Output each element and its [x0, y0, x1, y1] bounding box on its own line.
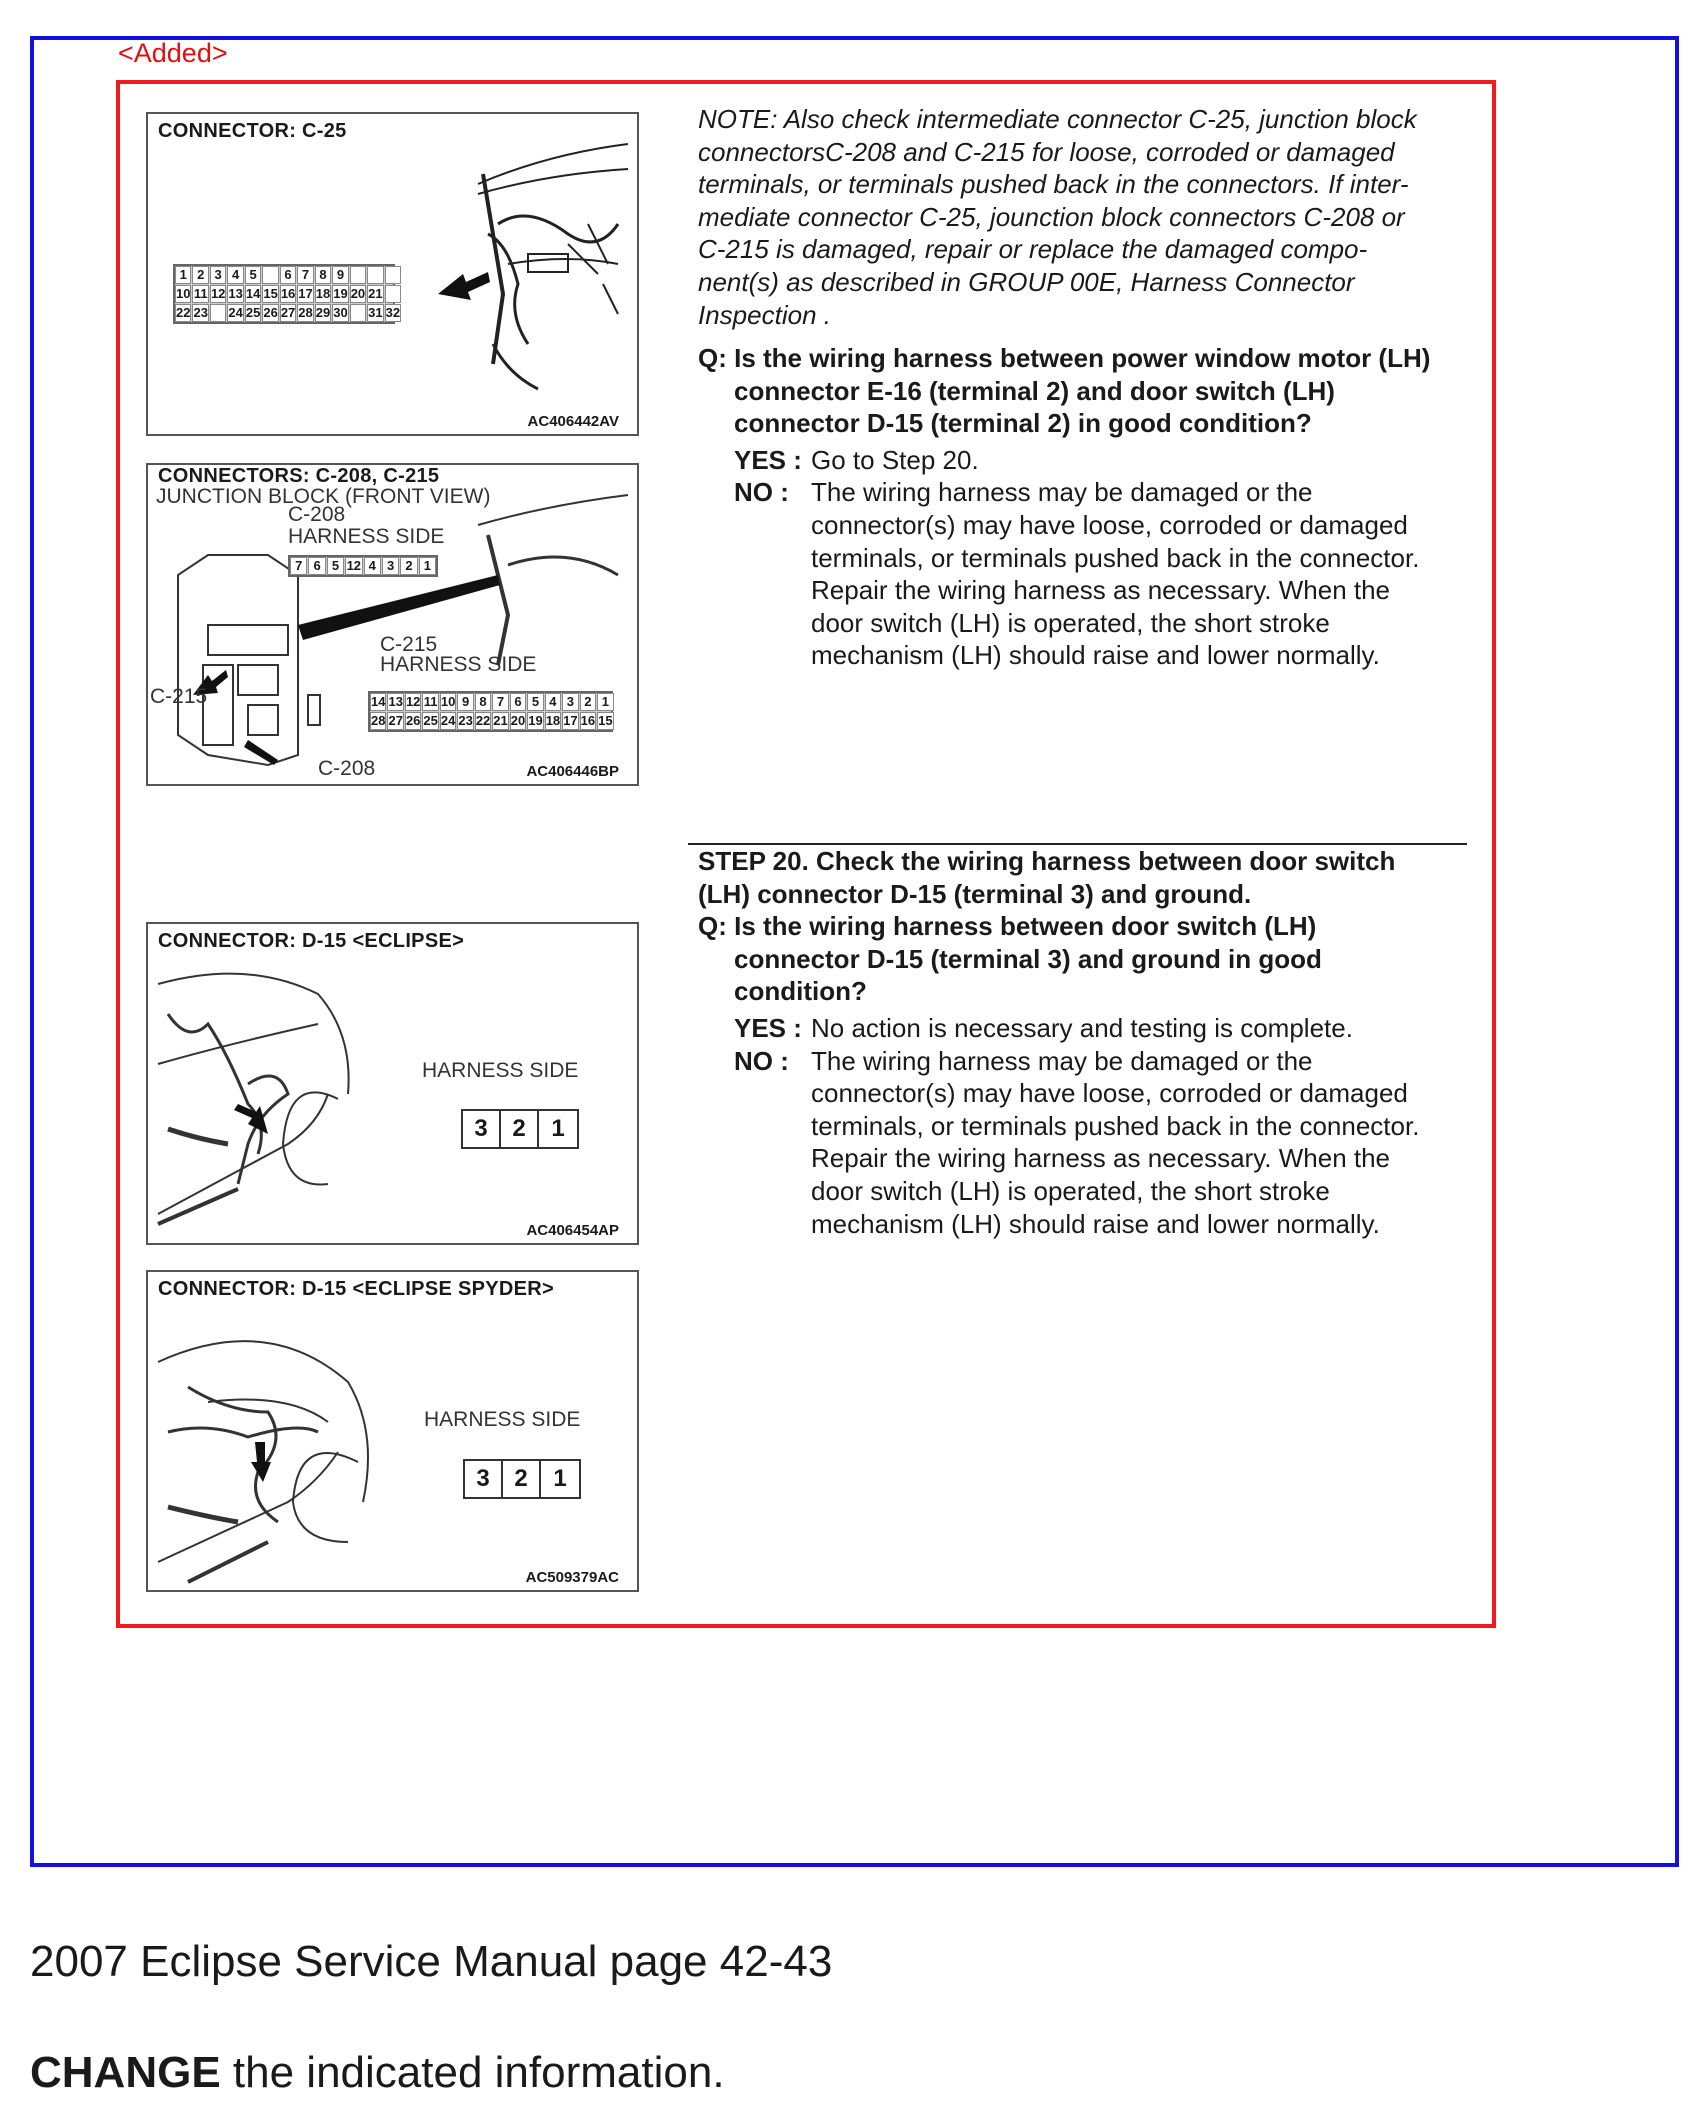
- callout-c208: C-208: [318, 757, 376, 780]
- pin: 32: [385, 305, 401, 320]
- no-line: Repair the wiring harness as necessary. When the: [811, 1143, 1391, 1174]
- figure-connector-d15-eclipse-spyder: [146, 1270, 639, 1592]
- pin: 12: [346, 558, 362, 573]
- no-line: terminals, or terminals pushed back in the connector.: [811, 542, 1420, 573]
- pin: 3: [465, 1461, 503, 1497]
- pin: 22: [475, 713, 491, 728]
- no-line: Repair the wiring harness as necessary. When the: [811, 575, 1391, 606]
- pin: 30: [333, 305, 348, 320]
- no-line: door switch (LH) is operated, the short stroke: [811, 607, 1330, 638]
- yes-answer: [698, 444, 1430, 477]
- pin: 8: [475, 693, 491, 711]
- pin: 27: [280, 305, 296, 320]
- pin: 5: [245, 266, 261, 284]
- figure-connector-d15-eclipse: [146, 922, 639, 1245]
- pin: 8: [315, 266, 331, 284]
- question-line: Q: Is the wiring harness between power window motor (LH): [698, 343, 1431, 373]
- yes-text: No action is necessary and testing is complete.: [811, 1012, 1353, 1043]
- pin: 1: [553, 1465, 567, 1492]
- pin: 31: [368, 305, 383, 320]
- figure-code: AC406442AV: [527, 413, 619, 430]
- no-answer: [698, 476, 1430, 672]
- pin: 18: [315, 286, 331, 301]
- pin: 11: [423, 694, 438, 709]
- figure-code: AC406446BP: [526, 763, 619, 780]
- pin: [385, 266, 401, 284]
- pin: 19: [333, 286, 348, 301]
- note-line: terminals, or terminals pushed back in the connectors. If inter-: [698, 169, 1409, 200]
- arrow-icon: [438, 272, 490, 300]
- pin: 1: [597, 693, 613, 711]
- pin: 13: [388, 694, 403, 709]
- pin: [210, 304, 226, 322]
- figure-title: CONNECTOR: D-15 <ECLIPSE>: [158, 930, 465, 952]
- pin: 6: [510, 693, 526, 711]
- pin: 9: [332, 266, 348, 284]
- harness-side-label: HARNESS SIDE: [424, 1408, 581, 1431]
- note-paragraph: [698, 103, 1417, 331]
- pin: 17: [563, 713, 578, 728]
- pin: 25: [423, 713, 438, 728]
- connector-c25-pinout: [173, 264, 401, 324]
- no-line: door switch (LH) is operated, the short stroke: [811, 1175, 1330, 1206]
- no-answer: [698, 1045, 1419, 1241]
- yes-text: Go to Step 20.: [811, 444, 979, 475]
- pin: 2: [580, 693, 596, 711]
- car-rear-drawing: [148, 924, 639, 1245]
- pin: 2: [400, 557, 417, 575]
- pin: 20: [510, 713, 526, 728]
- note-line: Inspection .: [698, 299, 831, 330]
- step-title-line: STEP 20. Check the wiring harness between door switch: [698, 846, 1396, 876]
- no-label: NO :: [734, 477, 789, 508]
- pin: 6: [308, 557, 325, 575]
- change-keyword: CHANGE: [30, 2048, 221, 2097]
- pin: 4: [227, 266, 243, 284]
- figure-title: CONNECTOR: C-25: [158, 120, 347, 142]
- pin: 20: [350, 286, 366, 301]
- pin: 21: [493, 713, 508, 728]
- pin: 1: [175, 266, 191, 284]
- pin: 3: [210, 266, 226, 284]
- pin: 1: [551, 1115, 565, 1142]
- pin: 19: [528, 713, 543, 728]
- pin: 4: [364, 557, 381, 575]
- pin: 16: [580, 713, 596, 728]
- figure-code: AC509379AC: [525, 1569, 619, 1586]
- pin: 4: [545, 693, 561, 711]
- no-line: The wiring harness may be damaged or the: [811, 477, 1313, 508]
- no-line: connector(s) may have loose, corroded or damaged: [811, 1078, 1408, 1109]
- pin: 28: [371, 713, 386, 728]
- note-line: connectorsC-208 and C-215 for loose, corroded or damaged: [698, 136, 1395, 167]
- pin: 1: [419, 557, 436, 575]
- pin: [350, 304, 366, 322]
- pin: [367, 266, 383, 284]
- connector-d15-pinout: [463, 1459, 581, 1499]
- step-title-line: (LH) connector D-15 (terminal 3) and ground.: [698, 878, 1252, 909]
- connector-c208-pinout: [288, 555, 438, 577]
- note-line: mediate connector C-25, jounction block connectors C-208 or: [698, 201, 1405, 232]
- pin: 5: [327, 557, 344, 575]
- pin: 10: [440, 694, 456, 709]
- pin: 21: [368, 286, 383, 301]
- pin: 27: [388, 713, 403, 728]
- pin: [262, 266, 278, 284]
- no-line: mechanism (LH) should raise and lower normally.: [811, 640, 1380, 671]
- pin: 15: [263, 286, 278, 301]
- figure-subtitle: JUNCTION BLOCK (FRONT VIEW): [156, 485, 491, 508]
- question-line: condition?: [734, 976, 867, 1007]
- pin: 13: [228, 286, 243, 301]
- no-line: The wiring harness may be damaged or the: [811, 1045, 1313, 1076]
- pin: 3: [382, 557, 399, 575]
- yes-answer: [698, 1012, 1419, 1045]
- pin: 14: [371, 694, 386, 709]
- pin: 7: [492, 693, 508, 711]
- pin: 12: [405, 694, 421, 709]
- arrow-icon: [251, 1442, 271, 1482]
- pin: 25: [245, 305, 261, 320]
- question-line: connector D-15 (terminal 3) and ground in good: [734, 943, 1322, 974]
- pin: 7: [290, 557, 307, 575]
- figure-connector-c25: [146, 112, 639, 436]
- no-label: NO :: [734, 1045, 789, 1076]
- pin: 24: [440, 713, 456, 728]
- figure-title: CONNECTORS: C-208, C-215: [158, 465, 440, 487]
- pin: 3: [562, 693, 578, 711]
- pin: 15: [598, 713, 613, 728]
- figure-title: CONNECTOR: D-15 <ECLIPSE SPYDER>: [158, 1278, 554, 1300]
- pin: 3: [463, 1111, 501, 1147]
- connector-d15-pinout: [461, 1109, 579, 1149]
- pin: 6: [280, 266, 296, 284]
- question-line: connector E-16 (terminal 2) and door switch (LH): [734, 375, 1335, 406]
- pin: [385, 285, 401, 303]
- pin: 10: [176, 286, 191, 301]
- pin: 24: [228, 305, 243, 320]
- c208-label: C-208: [288, 503, 346, 526]
- c215-label: C-215: [380, 633, 438, 656]
- figure-connectors-c208-c215: [146, 463, 639, 786]
- pin: 5: [527, 693, 543, 711]
- pin: 11: [193, 286, 208, 301]
- note-line: C-215 is damaged, repair or replace the damaged compo-: [698, 234, 1368, 265]
- question-line: connector D-15 (terminal 2) in good condition?: [734, 408, 1312, 439]
- added-tag: <Added>: [118, 38, 228, 68]
- pin: 2: [503, 1461, 541, 1497]
- pin: 22: [176, 305, 191, 320]
- pin: 14: [245, 286, 261, 301]
- pin: 23: [193, 305, 208, 320]
- pin: 23: [458, 713, 473, 728]
- step20-block: [698, 845, 1419, 1240]
- pin: 12: [210, 286, 226, 301]
- connector-c215-pinout: [368, 691, 613, 732]
- pin: 29: [315, 305, 331, 320]
- pin: [350, 266, 366, 284]
- no-line: connector(s) may have loose, corroded or damaged: [811, 509, 1408, 540]
- harness-side-label: HARNESS SIDE: [422, 1059, 579, 1082]
- pin: 28: [298, 305, 313, 320]
- no-line: mechanism (LH) should raise and lower normally.: [811, 1208, 1380, 1239]
- pin: 2: [501, 1111, 539, 1147]
- pin: 16: [280, 286, 296, 301]
- no-line: terminals, or terminals pushed back in the connector.: [811, 1110, 1420, 1141]
- pin: 7: [297, 266, 313, 284]
- car-rear-drawing: [148, 1272, 639, 1592]
- note-line: NOTE: Also check intermediate connector C-25, junction block: [698, 104, 1417, 134]
- pin: 17: [298, 286, 313, 301]
- figure-code: AC406454AP: [526, 1222, 619, 1239]
- question-line: Q: Is the wiring harness between door switch (LH): [698, 911, 1317, 942]
- pin: 26: [263, 305, 278, 320]
- change-text: the indicated information.: [220, 2048, 725, 2097]
- change-instruction: [30, 2048, 725, 2098]
- step19-question-block: [698, 342, 1430, 672]
- pin: 26: [405, 713, 421, 728]
- junction-block-drawing: [148, 465, 639, 786]
- c215-harness-side: HARNESS SIDE: [380, 653, 537, 676]
- pin: 18: [545, 713, 561, 728]
- manual-reference: 2007 Eclipse Service Manual page 42-43: [30, 1937, 833, 1986]
- pin: 2: [192, 266, 208, 284]
- c208-harness-side: HARNESS SIDE: [288, 525, 445, 548]
- yes-label: YES :: [734, 1012, 802, 1043]
- pin: 9: [457, 693, 473, 711]
- yes-label: YES :: [734, 444, 802, 475]
- note-line: nent(s) as described in GROUP 00E, Harness Connector: [698, 266, 1355, 297]
- callout-c215: C-215: [150, 685, 208, 708]
